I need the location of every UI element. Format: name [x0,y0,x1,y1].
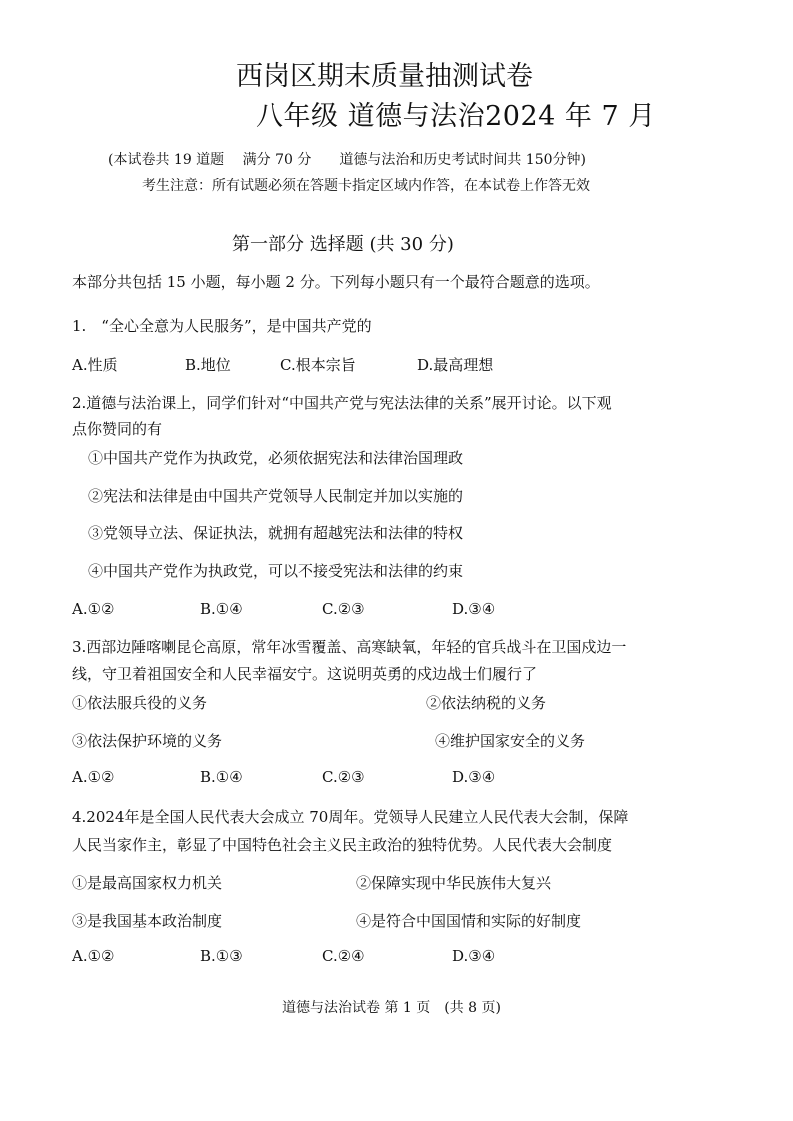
q1-option-a: A.性质 [72,356,118,374]
section-instruction: 本部分共包括 15 小题，每小题 2 分。下列每小题只有一个最符合题意的选项。 [72,273,600,291]
page-footer: 道德与法治试卷 第 1 页 (共 8 页) [282,1000,501,1016]
exam-subtitle: 八年级 道德与法治2024 年 7 月 [256,101,656,132]
q3-statement-3: ③依法保护环境的义务 [72,732,223,750]
q1-option-c: C.根本宗旨 [280,356,356,374]
q2-option-d: D.③④ [452,600,496,618]
q3-statement-4: ④维护国家安全的义务 [435,732,586,750]
question-4-stem-line2: 人民当家作主，彰显了中国特色社会主义民主政治的独特优势。人民代表大会制度 [72,836,613,854]
q4-statement-4: ④是符合中国国情和实际的好制度 [356,912,582,930]
q4-statement-1: ①是最高国家权力机关 [72,874,223,892]
q1-option-d: D.最高理想 [417,356,494,374]
q3-statement-2: ②依法纳税的义务 [426,694,547,712]
question-1-stem: 1. “全心全意为人民服务”，是中国共产党的 [72,317,372,335]
q4-option-a: A.①② [72,947,115,965]
exam-info: (本试卷共 19 道题 满分 70 分 道德与法治和历史考试时间共 150分钟) [108,152,586,168]
q1-option-b: B.地位 [185,356,231,374]
q2-statement-4: ④中国共产党作为执政党，可以不接受宪法和法律的约束 [88,562,464,580]
q4-statement-2: ②保障实现中华民族伟大复兴 [356,874,552,892]
exam-title: 西岗区期末质量抽测试卷 [236,61,533,92]
section-title: 第一部分 选择题 (共 30 分) [232,234,454,255]
q3-option-a: A.①② [72,768,115,786]
q3-option-b: B.①④ [200,768,243,786]
q3-option-d: D.③④ [452,768,496,786]
q4-option-d: D.③④ [452,947,496,965]
question-4-stem-line1: 4.2024年是全国人民代表大会成立 70周年。党领导人民建立人民代表大会制，保障 [72,808,629,826]
q4-statement-3: ③是我国基本政治制度 [72,912,223,930]
q2-option-c: C.②③ [322,600,365,618]
q3-option-c: C.②③ [322,768,365,786]
exam-notice: 考生注意：所有试题必须在答题卡指定区域内作答，在本试卷上作答无效 [142,178,590,194]
q2-option-b: B.①④ [200,600,243,618]
question-3-stem-line2: 线，守卫着祖国安全和人民幸福安宁。这说明英勇的戍边战士们履行了 [72,665,538,683]
q4-option-c: C.②④ [322,947,365,965]
q4-option-b: B.①③ [200,947,243,965]
q2-statement-3: ③党领导立法、保证执法，就拥有超越宪法和法律的特权 [88,524,464,542]
question-3-stem-line1: 3.西部边陲喀喇昆仑高原，常年冰雪覆盖、高寒缺氧，年轻的官兵战斗在卫国戍边一 [72,638,627,656]
q2-option-a: A.①② [72,600,115,618]
q2-statement-2: ②宪法和法律是由中国共产党领导人民制定并加以实施的 [88,487,464,505]
question-2-stem-line1: 2.道德与法治课上，同学们针对“中国共产党与宪法法律的关系”展开讨论。以下观 [72,394,612,412]
q3-statement-1: ①依法服兵役的义务 [72,694,208,712]
question-2-stem-line2: 点你赞同的有 [72,420,163,438]
q2-statement-1: ①中国共产党作为执政党，必须依据宪法和法律治国理政 [88,449,464,467]
